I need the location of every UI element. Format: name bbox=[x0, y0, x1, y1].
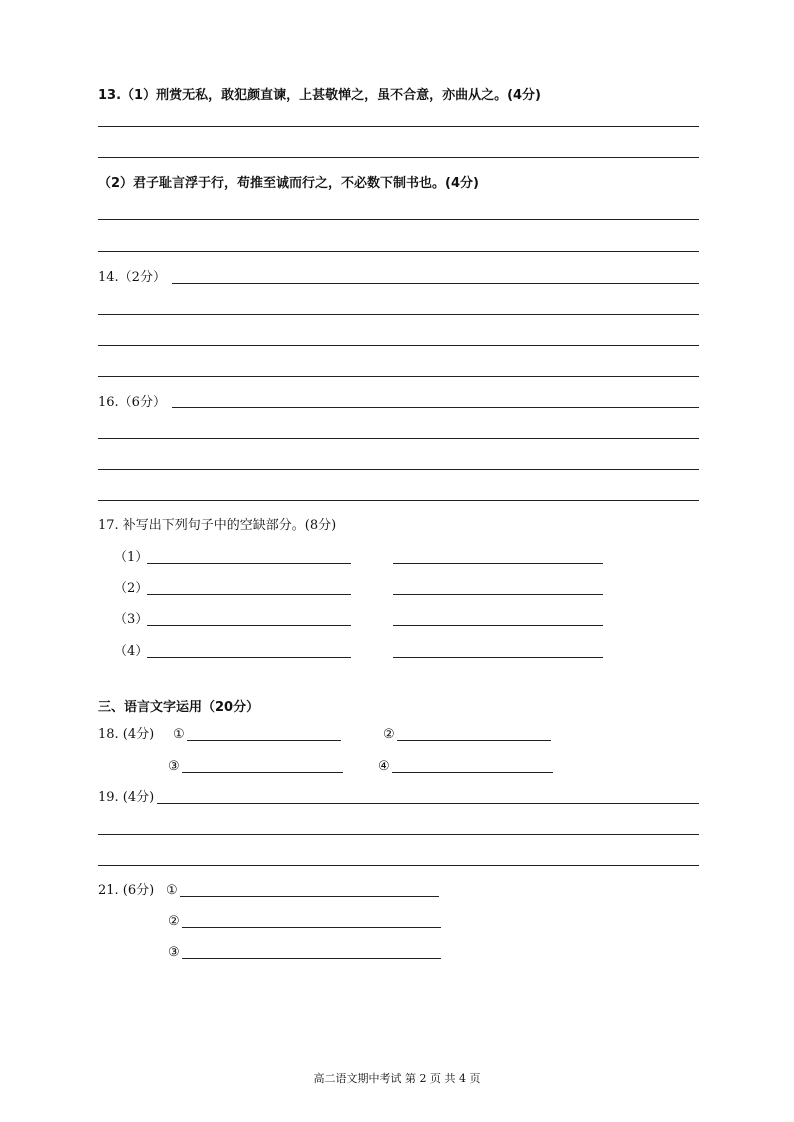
section-title: 三、语言文字运用（20分） bbox=[98, 700, 260, 715]
answer-line[interactable] bbox=[98, 251, 699, 252]
blank-line[interactable] bbox=[187, 740, 341, 741]
blank-line[interactable] bbox=[147, 625, 351, 626]
answer-line[interactable] bbox=[98, 834, 699, 835]
blank-line[interactable] bbox=[392, 772, 553, 773]
q17-item-label: （2） bbox=[114, 581, 149, 596]
blank-line[interactable] bbox=[393, 657, 603, 658]
q17-item-label: （1） bbox=[114, 550, 149, 565]
circled-number: ④ bbox=[378, 759, 390, 774]
q21-label: 21. (6分) bbox=[98, 883, 155, 898]
answer-line[interactable] bbox=[172, 407, 699, 408]
q13-part1-text: 13.（1）刑赏无私，敢犯颜直谏，上甚敬惮之，虽不合意，亦曲从之。(4分) bbox=[98, 88, 542, 103]
answer-line[interactable] bbox=[98, 438, 699, 439]
answer-line[interactable] bbox=[98, 865, 699, 866]
blank-line[interactable] bbox=[393, 563, 603, 564]
blank-line[interactable] bbox=[397, 740, 551, 741]
q17-label: 17. 补写出下列句子中的空缺部分。(8分) bbox=[98, 518, 337, 533]
answer-line[interactable] bbox=[98, 219, 699, 220]
blank-line[interactable] bbox=[147, 657, 351, 658]
answer-line[interactable] bbox=[98, 469, 699, 470]
answer-line[interactable] bbox=[98, 157, 699, 158]
circled-number: ③ bbox=[168, 945, 180, 960]
q19-label: 19. (4分) bbox=[98, 790, 155, 805]
answer-line[interactable] bbox=[172, 283, 699, 284]
blank-line[interactable] bbox=[393, 594, 603, 595]
q14-label: 14.（2分） bbox=[98, 270, 166, 285]
circled-number: ① bbox=[173, 727, 185, 742]
q16-label: 16.（6分） bbox=[98, 395, 166, 410]
q18-label: 18. (4分) bbox=[98, 727, 155, 742]
blank-line[interactable] bbox=[393, 625, 603, 626]
blank-line[interactable] bbox=[182, 927, 441, 928]
answer-line[interactable] bbox=[98, 500, 699, 501]
q13-part2-text: （2）君子耻言浮于行，苟推至诚而行之，不必数下制书也。(4分) bbox=[98, 176, 479, 191]
blank-line[interactable] bbox=[182, 772, 343, 773]
answer-line[interactable] bbox=[98, 126, 699, 127]
answer-line[interactable] bbox=[98, 345, 699, 346]
answer-line[interactable] bbox=[157, 803, 699, 804]
circled-number: ② bbox=[383, 727, 395, 742]
page-footer: 高二语文期中考试 第 2 页 共 4 页 bbox=[313, 1072, 481, 1085]
circled-number: ② bbox=[168, 914, 180, 929]
answer-line[interactable] bbox=[98, 314, 699, 315]
circled-number: ① bbox=[166, 883, 178, 898]
q17-item-label: （4） bbox=[114, 644, 149, 659]
blank-line[interactable] bbox=[147, 563, 351, 564]
circled-number: ③ bbox=[168, 759, 180, 774]
q17-item-label: （3） bbox=[114, 612, 149, 627]
blank-line[interactable] bbox=[182, 958, 441, 959]
blank-line[interactable] bbox=[180, 896, 439, 897]
answer-line[interactable] bbox=[98, 376, 699, 377]
blank-line[interactable] bbox=[147, 594, 351, 595]
